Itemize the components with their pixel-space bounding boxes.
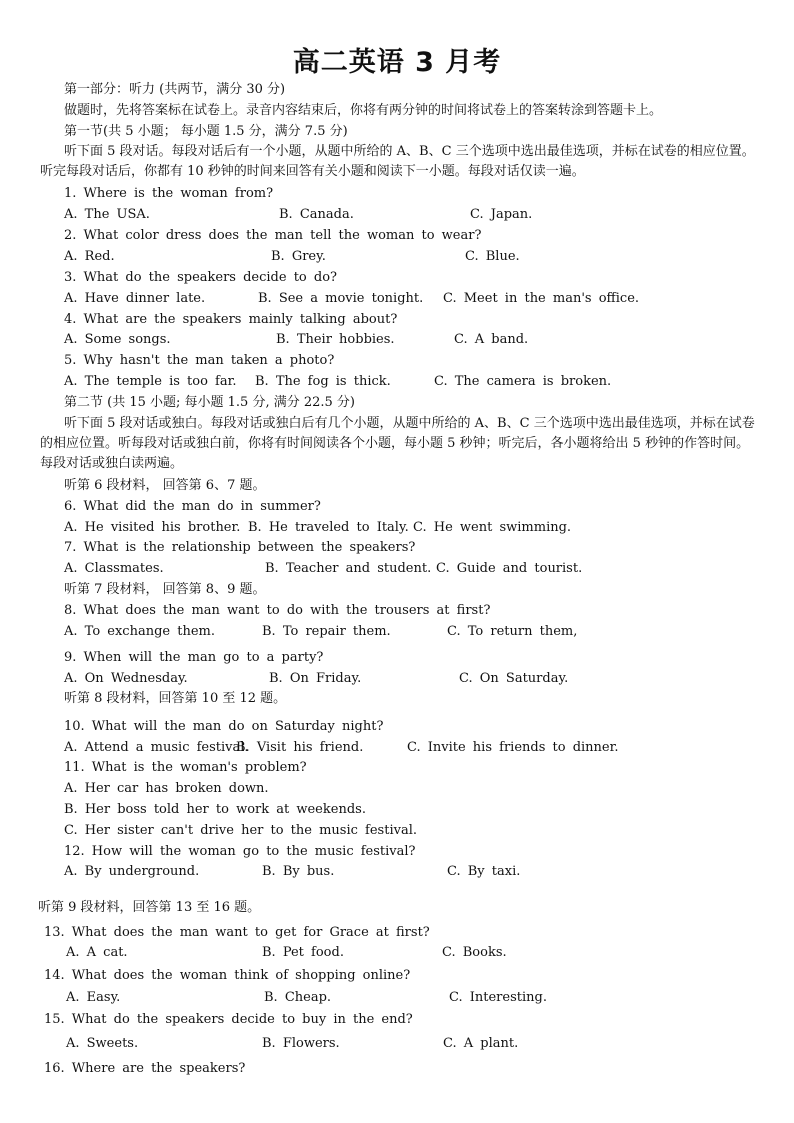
question-13-option-b: B. Pet food. xyxy=(262,945,344,960)
question-10-option-a: A. Attend a music festival. xyxy=(64,740,249,755)
question-3-option-b: B. See a movie tonight. xyxy=(258,291,424,306)
part1-instruction: 做题时，先将答案标在试卷上。录音内容结束后，你将有两分钟的时间将试卷上的答案转涂到答题卡上。 xyxy=(64,103,663,118)
question-8: 8. What does the man want to do with the trousers at first? xyxy=(64,603,491,618)
question-3-option-c: C. Meet in the man's office. xyxy=(443,291,640,306)
question-13: 13. What does the man want to get for Grace at first? xyxy=(44,925,430,940)
material-8-heading: 听第 8 段材料，回答第 10 至 12 题。 xyxy=(64,691,287,706)
question-2-option-a: A. Red. xyxy=(64,249,115,264)
question-14: 14. What does the woman think of shopping online? xyxy=(44,968,411,983)
question-6-option-c: C. He went swimming. xyxy=(413,520,572,535)
question-10-option-b: B. Visit his friend. xyxy=(236,740,364,755)
question-9-option-b: B. On Friday. xyxy=(269,671,362,686)
question-7-option-c: C. Guide and tourist. xyxy=(436,561,583,576)
question-6: 6. What did the man do in summer? xyxy=(64,499,321,514)
question-14-option-b: B. Cheap. xyxy=(264,990,332,1005)
question-15-option-c: C. A plant. xyxy=(443,1036,519,1051)
question-9: 9. When will the man go to a party? xyxy=(64,650,324,665)
question-7: 7. What is the relationship between the speakers? xyxy=(64,540,416,555)
question-7-option-b: B. Teacher and student. xyxy=(265,561,432,576)
material-6-heading: 听第 6 段材料， 回答第 6、7 题。 xyxy=(64,478,266,493)
question-1-option-a: A. The USA. xyxy=(64,207,150,222)
question-11: 11. What is the woman's problem? xyxy=(64,760,307,775)
question-12-option-a: A. By underground. xyxy=(64,864,200,879)
question-2-option-b: B. Grey. xyxy=(271,249,326,264)
question-2-option-c: C. Blue. xyxy=(465,249,520,264)
question-5-option-a: A. The temple is too far. xyxy=(64,374,237,389)
section1-heading: 第一节(共 5 小题； 每小题 1.5 分，满分 7.5 分) xyxy=(64,124,348,139)
question-9-option-c: C. On Saturday. xyxy=(459,671,569,686)
question-10-option-c: C. Invite his friends to dinner. xyxy=(407,740,619,755)
question-15-option-a: A. Sweets. xyxy=(66,1036,139,1051)
question-9-option-a: A. On Wednesday. xyxy=(64,671,188,686)
question-16: 16. Where are the speakers? xyxy=(44,1061,246,1076)
question-15: 15. What do the speakers decide to buy in the end? xyxy=(44,1012,413,1027)
question-13-option-c: C. Books. xyxy=(442,945,507,960)
section2-instruction: 听下面 5 段对话或独白。每段对话或独白后有几个小题，从题中所给的 A、B、C 三个选项中选出最佳选项，并标在试卷的相应位置。听每段对话或独白前，你将有时间阅读各个小题，每小题 5 秒钟；听完后，各小题将给出 5 秒钟的作答时间。每段对话或独白读两遍。 xyxy=(40,416,755,471)
question-1: 1. Where is the woman from? xyxy=(64,186,274,201)
section1-instruction: 听下面 5 段对话。每段对话后有一个小题，从题中所给的 A、B、C 三个选项中选出最佳选项，并标在试卷的相应位置。听完每段对话后，你都有 10 秒钟的时间来回答有关小题和阅读下一小题。每段对话仅读一遍。 xyxy=(40,144,755,179)
question-14-option-c: C. Interesting. xyxy=(449,990,547,1005)
question-6-option-a: A. He visited his brother. xyxy=(64,520,241,535)
question-14-option-a: A. Easy. xyxy=(66,990,121,1005)
question-13-option-a: A. A cat. xyxy=(66,945,128,960)
question-12-option-c: C. By taxi. xyxy=(447,864,521,879)
question-8-option-c: C. To return them, xyxy=(447,624,578,639)
question-10: 10. What will the man do on Saturday night? xyxy=(64,719,384,734)
question-5-option-c: C. The camera is broken. xyxy=(434,374,612,389)
question-8-option-a: A. To exchange them. xyxy=(64,624,215,639)
question-7-option-a: A. Classmates. xyxy=(64,561,164,576)
question-3-option-a: A. Have dinner late. xyxy=(64,291,206,306)
question-12: 12. How will the woman go to the music festival? xyxy=(64,844,416,859)
question-8-option-b: B. To repair them. xyxy=(262,624,391,639)
page-title: 高二英语 3 月考 xyxy=(292,47,502,78)
part1-heading: 第一部分：听力 (共两节，满分 30 分) xyxy=(64,82,286,97)
question-5-option-b: B. The fog is thick. xyxy=(255,374,391,389)
question-6-option-b: B. He traveled to Italy. xyxy=(248,520,409,535)
question-5: 5. Why hasn't the man taken a photo? xyxy=(64,353,335,368)
question-11-option-a: A. Her car has broken down. xyxy=(64,781,269,796)
question-11-option-b: B. Her boss told her to work at weekends. xyxy=(64,802,366,817)
question-1-option-b: B. Canada. xyxy=(279,207,354,222)
question-1-option-c: C. Japan. xyxy=(470,207,533,222)
section2-heading: 第二节 (共 15 小题; 每小题 1.5 分, 满分 22.5 分) xyxy=(64,395,356,410)
material-9-heading: 听第 9 段材料，回答第 13 至 16 题。 xyxy=(38,900,261,915)
question-12-option-b: B. By bus. xyxy=(262,864,335,879)
question-4-option-c: C. A band. xyxy=(454,332,529,347)
question-4: 4. What are the speakers mainly talking about? xyxy=(64,312,398,327)
question-4-option-a: A. Some songs. xyxy=(64,332,171,347)
material-7-heading: 听第 7 段材料， 回答第 8、9 题。 xyxy=(64,582,266,597)
question-3: 3. What do the speakers decide to do? xyxy=(64,270,338,285)
question-4-option-b: B. Their hobbies. xyxy=(276,332,395,347)
question-11-option-c: C. Her sister can't drive her to the music festival. xyxy=(64,823,417,838)
question-15-option-b: B. Flowers. xyxy=(262,1036,340,1051)
question-2: 2. What color dress does the man tell the woman to wear? xyxy=(64,228,482,243)
